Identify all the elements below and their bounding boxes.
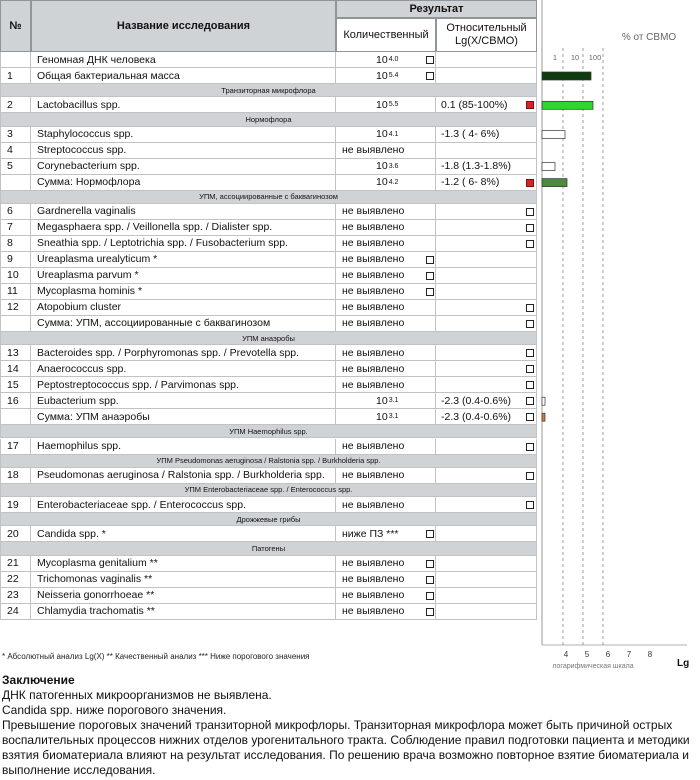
table-row [0,127,537,143]
top-tick-label: 10 [570,53,580,62]
result-text: не выявлено [342,362,405,375]
quantitative-value [336,393,436,408]
relative-value [436,204,537,219]
bar [542,101,593,109]
checkbox-marker [526,472,534,480]
conclusion-title: Заключение [2,673,75,687]
quantitative-value [336,143,436,158]
axis-tick-label: 8 [647,650,653,659]
top-ticks [553,53,601,62]
table-row [0,393,537,409]
relative-value [436,268,537,283]
table-row-sum [0,316,537,332]
study-name: Haemophilus spp. [31,439,336,454]
relative-value: -1.8 (1.3-1.8%) [436,159,537,174]
study-name: Corynebacterium spp. [31,159,336,174]
section-header: УПМ анаэробы [0,332,537,345]
relative-value [436,252,537,267]
result-text: не выявлено [342,498,405,511]
relative-value: 0.1 (85-100%) [436,97,537,112]
relative-value: -1.3 ( 4- 6%) [436,127,537,142]
lg-label: Lg [677,658,690,669]
x-axis [542,645,687,659]
power-base: 10 [376,394,388,407]
checkbox-marker [426,530,434,538]
header-relative: Относительный Lg(X/СВМО) [436,18,537,52]
relative-value [436,68,537,83]
checkbox-marker [526,304,534,312]
quantitative-value [336,252,436,267]
power-exponent: 3.6 [388,162,399,170]
result-text: не выявлено [342,469,405,482]
row-number: 11 [0,284,31,299]
checkbox-marker [526,501,534,509]
relative-value: -2.3 (0.4-0.6%) [436,393,537,408]
power-exponent: 3.1 [388,413,399,421]
relative-value [436,52,537,67]
study-name: Сумма: Нормофлора [31,175,336,190]
table-row [0,556,537,572]
result-text: не выявлено [342,285,405,298]
row-number: 24 [0,604,31,619]
table-row [0,284,537,300]
table-row [0,377,537,393]
result-text: не выявлено [342,237,405,250]
table-row [0,345,537,361]
study-name: Lactobacillus spp. [31,97,336,112]
study-name: Общая бактериальная масса [31,68,336,83]
power-exponent: 3.1 [388,397,399,405]
relative-value [436,284,537,299]
study-name: Сумма: УПМ, ассоциированные с баквагинозом [31,316,336,331]
quantitative-value [336,97,436,112]
result-text: не выявлено [342,605,405,618]
relative-value: -2.3 (0.4-0.6%) [436,409,537,424]
result-text: не выявлено [342,317,405,330]
table-row-sum [0,175,537,191]
study-name: Геномная ДНК человека [31,52,336,67]
conclusion-line-2: Candida spp. ниже порогового значения. [2,703,227,717]
relative-value [436,497,537,512]
row-number: 14 [0,361,31,376]
power-base: 10 [376,69,388,82]
table-row [0,497,537,513]
bar [542,163,555,171]
row-number [0,316,31,331]
checkbox-marker [526,443,534,451]
table-row [0,252,537,268]
table-row [0,204,537,220]
quantitative-value [336,220,436,235]
row-number: 23 [0,588,31,603]
quantitative-value [336,572,436,587]
table-row [0,526,537,542]
bar [542,179,567,187]
table-row [0,604,537,620]
study-name: Staphylococcus spp. [31,127,336,142]
checkbox-marker [526,381,534,389]
bar [542,131,565,139]
conclusion-line-1: ДНК патогенных микроорганизмов не выявлена. [2,688,272,702]
result-text: не выявлено [342,205,405,218]
study-name: Mycoplasma hominis * [31,284,336,299]
quantitative-value [336,409,436,424]
row-number: 17 [0,439,31,454]
row-number: 9 [0,252,31,267]
gridlines [542,0,603,645]
row-number: 7 [0,220,31,235]
section-header: УПМ, ассоциированные с баквагинозом [0,191,537,204]
power-base: 10 [376,410,388,423]
quantitative-value [336,268,436,283]
study-name: Ureaplasma parvum * [31,268,336,283]
row-number: 1 [0,68,31,83]
table-row [0,300,537,316]
row-number: 15 [0,377,31,392]
checkbox-marker [526,397,534,405]
row-number [0,409,31,424]
relative-value [436,468,537,483]
checkbox-marker [426,56,434,64]
checkbox-marker [426,576,434,584]
study-name: Megasphaera spp. / Veillonella spp. / Dialister spp. [31,220,336,235]
quantitative-value [336,300,436,315]
checkbox-marker [526,349,534,357]
table-row-sum [0,409,537,425]
quantitative-value [336,468,436,483]
relative-value [436,361,537,376]
study-name: Gardnerella vaginalis [31,204,336,219]
relative-value [436,300,537,315]
study-name: Chlamydia trachomatis ** [31,604,336,619]
result-text: ниже ПЗ *** [342,527,399,540]
relative-value [436,316,537,331]
checkbox-marker [526,224,534,232]
table-row [0,468,537,484]
table-row [0,220,537,236]
section-header: УПМ Pseudomonas aeruginosa / Ralstonia spp. / Burkholderia spp. [0,455,537,468]
power-base: 10 [376,160,388,173]
study-name: Trichomonas vaginalis ** [31,572,336,587]
quantitative-value [336,604,436,619]
top-tick-label: 1 [552,53,558,62]
flag-marker [526,179,534,187]
quantitative-value [336,159,436,174]
row-number [0,52,31,67]
conclusion-line-3: Превышение пороговых значений транзиторной микрофлоры. Транзиторная микрофлора может быть причиной острых воспалительных процессов нижних отделов урогенитального тракта. Соблюдение правил подготовки пациента и методики взятия биоматериала влияют на результат исследования. По решению врача возможно повторное взятие биоматериала и выполнение исследования. [2,718,690,777]
checkbox-marker [426,592,434,600]
quantitative-value [336,204,436,219]
table-row [0,97,537,113]
row-number: 21 [0,556,31,571]
result-text: не выявлено [342,589,405,602]
header-num: № [0,0,31,52]
quantitative-value [336,556,436,571]
log-scale-chart [537,0,700,680]
relative-value [436,604,537,619]
footnote: * Абсолютный анализ Lg(X) ** Качественный анализ *** Ниже порогового значения [2,652,310,661]
relative-value [436,526,537,541]
axis-tick-label: 5 [584,650,590,659]
result-text: не выявлено [342,557,405,570]
power-exponent: 5.4 [388,72,399,79]
power-exponent: 4.2 [388,178,399,186]
study-name: Streptococcus spp. [31,143,336,158]
relative-value: -1.2 ( 6- 8%) [436,175,537,190]
checkbox-marker [426,272,434,280]
row-number: 10 [0,268,31,283]
bar [542,72,591,80]
relative-value [436,572,537,587]
table-row [0,361,537,377]
section-header: УПМ Haemophilus spp. [0,425,537,438]
quantitative-value [336,588,436,603]
quantitative-value [336,526,436,541]
study-name: Candida spp. * [31,526,336,541]
result-text: не выявлено [342,301,405,314]
table-header [0,0,537,52]
bar [542,413,545,421]
row-number [0,175,31,190]
checkbox-marker [526,365,534,373]
relative-value [436,220,537,235]
power-exponent: 4.0 [388,56,399,63]
quantitative-value [336,52,436,67]
axis-tick-label: 7 [626,650,632,659]
table-row [0,159,537,175]
row-number: 6 [0,204,31,219]
row-number: 3 [0,127,31,142]
quantitative-value [336,439,436,454]
checkbox-marker [426,256,434,264]
result-text: не выявлено [342,440,405,452]
table-row [0,68,537,84]
row-number: 22 [0,572,31,587]
result-text: не выявлено [342,221,405,234]
conclusion [2,673,692,778]
quantitative-value [336,68,436,83]
header-name: Название исследования [31,0,336,52]
table-row [0,439,537,455]
quantitative-value [336,127,436,142]
quantitative-value [336,361,436,376]
power-base: 10 [376,176,388,189]
checkbox-marker [526,208,534,216]
table-row [0,572,537,588]
flag-marker [526,101,534,109]
study-name: Bacteroides spp. / Porphyromonas spp. / Prevotella spp. [31,345,336,360]
row-number: 19 [0,497,31,512]
quantitative-value [336,316,436,331]
checkbox-marker [526,240,534,248]
table-row [0,588,537,604]
section-header: УПМ Enterobacteriaceae spp. / Enterococcus spp. [0,484,537,497]
relative-value [436,588,537,603]
pct-label: % от СВМО [621,32,677,43]
row-number: 13 [0,345,31,360]
header-quantitative: Количественный [336,18,436,52]
result-text: не выявлено [342,573,405,586]
checkbox-marker [426,288,434,296]
relative-value [436,556,537,571]
checkbox-marker [426,560,434,568]
row-number: 8 [0,236,31,251]
quantitative-value [336,377,436,392]
axis-tick-label: 6 [605,650,611,659]
power-exponent: 5.5 [388,101,399,109]
study-name: Sneathia spp. / Leptotrichia spp. / Fusobacterium spp. [31,236,336,251]
scale-label: логарифмическая шкала [552,663,634,670]
relative-value [436,377,537,392]
section-header: Патогены [0,542,537,555]
study-name: Peptostreptococcus spp. / Parvimonas spp. [31,377,336,392]
result-text: не выявлено [342,378,405,391]
study-name: Сумма: УПМ анаэробы [31,409,336,424]
row-number: 2 [0,97,31,112]
section-header: Транзиторная микрофлора [0,84,537,97]
relative-value [436,345,537,360]
power-base: 10 [376,53,388,66]
top-tick-label: 100 [588,53,602,62]
bar [542,397,545,405]
header-result: Результат [336,0,537,18]
result-text: не выявлено [342,144,405,157]
power-base: 10 [376,98,388,111]
row-number: 16 [0,393,31,408]
relative-value [436,143,537,158]
power-base: 10 [376,128,388,141]
section-header: Нормофлора [0,113,537,126]
section-header: Дрожжевые грибы [0,513,537,526]
checkbox-marker [526,413,534,421]
study-name: Enterobacteriaceae spp. / Enterococcus spp. [31,497,336,512]
study-name: Neisseria gonorrhoeae ** [31,588,336,603]
quantitative-value [336,497,436,512]
table-row [0,143,537,159]
axis-tick-label: 4 [563,650,569,659]
study-name: Ureaplasma urealyticum * [31,252,336,267]
result-text: не выявлено [342,253,405,266]
bars [542,72,593,421]
row-number: 5 [0,159,31,174]
study-name: Pseudomonas aeruginosa / Ralstonia spp. / Burkholderia spp. [31,468,336,483]
row-number: 18 [0,468,31,483]
quantitative-value [336,175,436,190]
quantitative-value [336,284,436,299]
checkbox-marker [426,608,434,616]
power-exponent: 4.1 [388,130,399,138]
result-text: не выявлено [342,346,405,359]
quantitative-value [336,236,436,251]
study-name: Anaerococcus spp. [31,361,336,376]
result-text: не выявлено [342,269,405,282]
study-name: Eubacterium spp. [31,393,336,408]
row-number: 4 [0,143,31,158]
table-row [0,236,537,252]
study-name: Atopobium cluster [31,300,336,315]
row-number: 12 [0,300,31,315]
relative-value [436,236,537,251]
checkbox-marker [526,320,534,328]
row-number: 20 [0,526,31,541]
quantitative-value [336,345,436,360]
relative-value [436,439,537,454]
table-row [0,268,537,284]
checkbox-marker [426,72,434,80]
study-name: Mycoplasma genitalium ** [31,556,336,571]
table-row [0,52,537,68]
